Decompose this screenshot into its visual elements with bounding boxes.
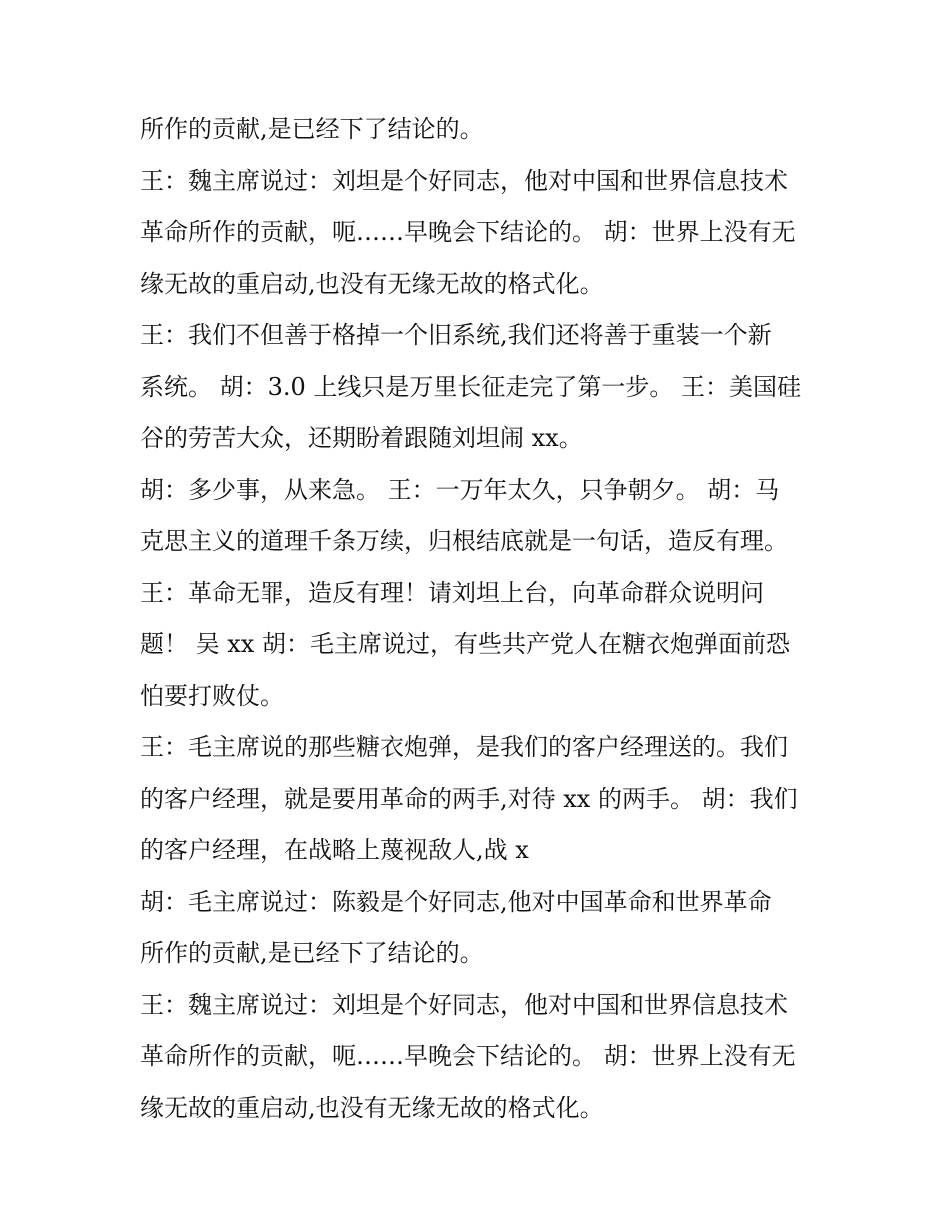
text-line: 胡：多少事，从来急。 王：一万年太久，只争朝夕。 胡：马: [140, 475, 780, 504]
text-line: 的客户经理，在战略上蔑视敌人,战 x: [140, 836, 529, 864]
text-line: 的客户经理，就是要用革命的两手,对待 xx 的两手。 胡：我们: [140, 784, 798, 813]
text-line: 王：革命无罪，造反有理！请刘坦上台，向革命群众说明问: [140, 578, 764, 607]
text-line: 怕要打败仗。: [140, 681, 284, 710]
document-body: [140, 104, 830, 1134]
text-line: 题！ 吴 xx 胡：毛主席说过，有些共产党人在糖衣炮弹面前恐: [140, 630, 790, 658]
text-line: 缘无故的重启动,也没有无缘无故的格式化。: [140, 269, 604, 298]
text-line: 胡：毛主席说过：陈毅是个好同志,他对中国革命和世界革命: [140, 887, 772, 916]
text-line: 王：魏主席说过：刘坦是个好同志，他对中国和世界信息技术: [140, 990, 788, 1019]
text-line: 所作的贡献,是已经下了结论的。: [140, 939, 484, 967]
text-line: 王：毛主席说的那些糖衣炮弹，是我们的客户经理送的。我们: [140, 733, 788, 761]
text-line: 克思主义的道理千条万续，归根结底就是一句话，造反有理。: [140, 527, 788, 555]
text-line: 所作的贡献,是已经下了结论的。: [140, 115, 484, 143]
text-line: 系统。 胡：3.0 上线只是万里长征走完了第一步。 王：美国硅: [140, 372, 802, 401]
text-line: 缘无故的重启动,也没有无缘无故的格式化。: [140, 1093, 604, 1122]
text-line: 革命所作的贡献，呃……早晚会下结论的。 胡：世界上没有无: [140, 218, 796, 246]
text-line: 王：魏主席说过：刘坦是个好同志，他对中国和世界信息技术: [140, 166, 788, 195]
text-line: 谷的劳苦大众，还期盼着跟随刘坦闹 xx。: [140, 424, 583, 452]
text-line: 革命所作的贡献，呃……早晚会下结论的。 胡：世界上没有无: [140, 1042, 796, 1070]
text-line: 王：我们不但善于格掉一个旧系统,我们还将善于重装一个新: [140, 321, 772, 349]
